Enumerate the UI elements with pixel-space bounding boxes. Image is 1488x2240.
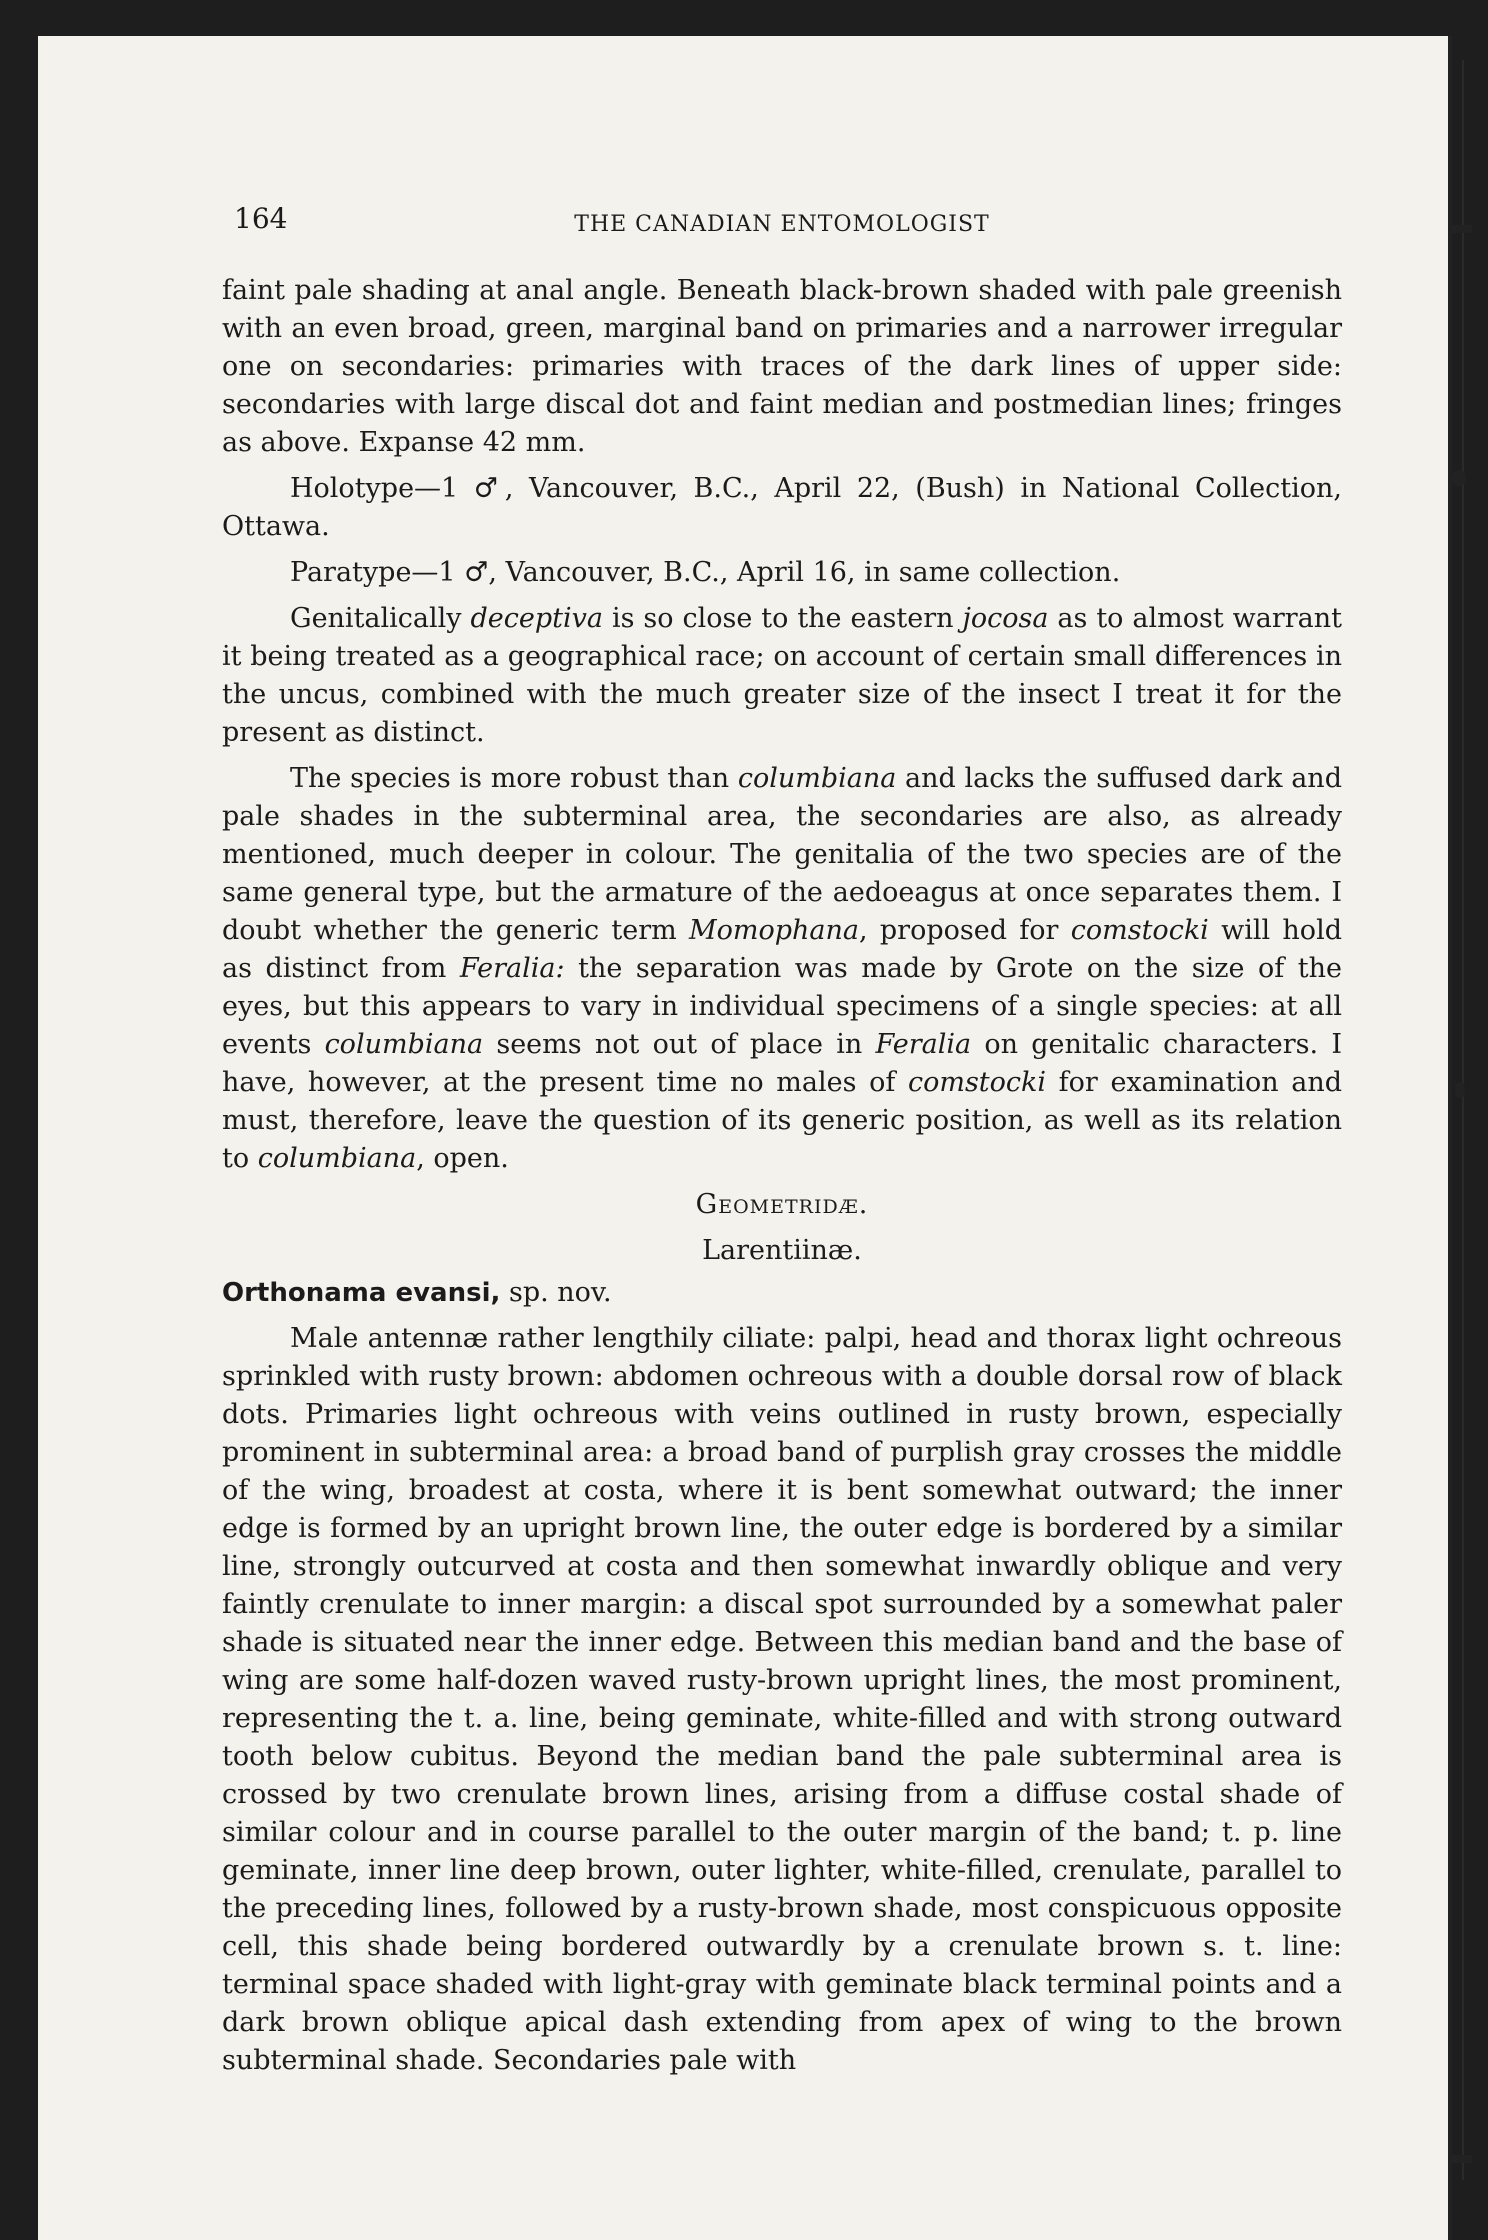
genitalia-paragraph: Genitalically deceptiva is so close to the eastern jocosa as to almost warrant it being treated as a geographical race; on account of certain small differences in the uncus, combined with the much greater size of the insect I treat it for the present as distinct. <box>222 603 1343 748</box>
species-status: sp. nov. <box>500 1277 612 1308</box>
edge-blot-mark <box>1452 470 1466 486</box>
edge-tab-mark <box>1450 2155 1472 2163</box>
species-heading <box>222 1274 1342 1312</box>
subfamily-heading: Larentiinæ. <box>702 1235 862 1266</box>
page-header <box>222 200 1342 244</box>
species-comparison-paragraph: The species is more robust than columbiana and lacks the suffused dark and pale shades in the subterminal area, the secondaries are also, as already mentioned, much deeper in colour. The genitalia of the two species are of the same general type, but the armature of the aedoeagus at once separates them. I doubt whether the generic term Momophana, proposed for comstocki will hold as distinct from Feralia: the separation was made by Grote on the size of the eyes, but this appears to vary in individual specimens of a single species: at all events columbiana seems not out of place in Feralia on genitalic characters. I have, however, at the present time no males of comstocki for examination and must, therefore, leave the question of its generic position, as well as its relation to columbiana, open. <box>222 763 1342 1174</box>
paragraph-continuation: faint pale shading at anal angle. Beneath black-brown shaded with pale greenish with an even broad, green, marginal band on primaries and a narrower irregular one on secondaries: primaries with traces of the dark lines of upper side: secondaries with large discal dot and faint median and postmedian lines; fringes as above. Expanse 42 mm. <box>222 275 1342 458</box>
holotype-paragraph: Holotype—1 ♂, Vancouver, B.C., April 22, (Bush) in National Collection, Ottawa. <box>222 473 1342 542</box>
family-heading: Geometridæ. <box>695 1189 869 1220</box>
binding-edge <box>1462 60 1464 2180</box>
document-page <box>222 200 1342 2080</box>
species-name: Orthonama evansi, <box>222 1278 501 1308</box>
edge-tab-mark <box>1450 225 1472 233</box>
species-description: Male antennæ rather lengthily ciliate: palpi, head and thorax light ochreous sprinkled with rusty brown: abdomen ochreous with a double dorsal row of black dots. Primaries light ochreous with veins outlined in rusty brown, especially prominent in subterminal area: a broad band of purplish gray crosses the middle of the wing, broadest at costa, where it is bent somewhat outward; the inner edge is formed by an upright brown line, the outer edge is bordered by a similar line, strongly outcurved at costa and then somewhat inwardly oblique and very faintly crenulate to inner margin: a discal spot surrounded by a somewhat paler shade is situated near the inner edge. Between this median band and the base of wing are some half-dozen waved rusty-brown upright lines, the most prominent, representing the t. a. line, being geminate, white-filled and with strong outward tooth below cubitus. Beyond the median band the pale subterminal area is crossed by two crenulate brown lines, arising from a diffuse costal shade of similar colour and in course parallel to the outer margin of the band; t. p. line geminate, inner line deep brown, outer lighter, white-filled, crenulate, parallel to the preceding lines, followed by a rusty-brown shade, most conspicuous opposite cell, this shade being bordered outwardly by a crenulate brown s. t. line: terminal space shaded with light-gray with geminate black terminal points and a dark brown oblique apical dash extending from apex of wing to the brown subterminal shade. Secondaries pale with <box>222 1323 1342 2076</box>
edge-blot-mark <box>1455 1082 1465 1098</box>
taxon-name: deceptiva <box>470 603 603 634</box>
page-number: 164 <box>234 202 288 235</box>
paratype-paragraph: Paratype—1 ♂, Vancouver, B.C., April 16, in same collection. <box>290 557 1121 588</box>
taxon-name: jocosa <box>962 603 1049 634</box>
running-title: THE CANADIAN ENTOMOLOGIST <box>574 212 990 237</box>
